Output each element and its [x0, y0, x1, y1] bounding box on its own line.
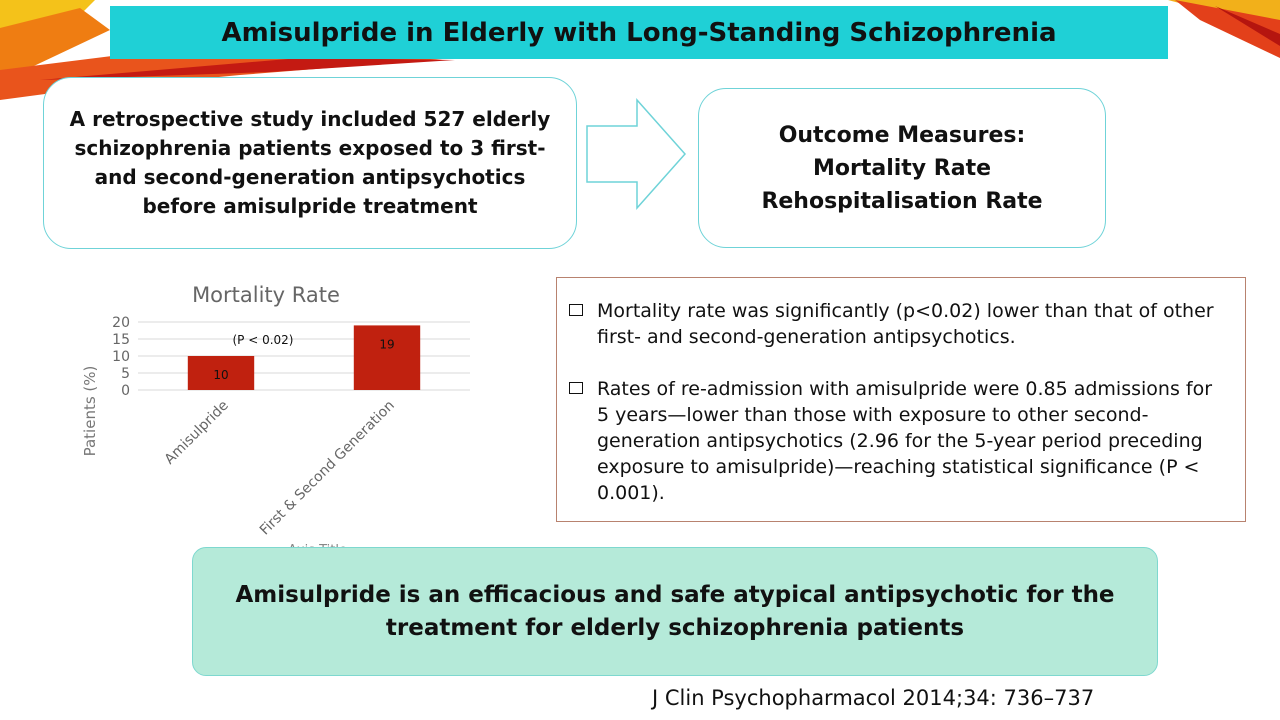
- outcome-rehospitalisation: Rehospitalisation Rate: [761, 188, 1043, 214]
- y-tick-label: 5: [121, 366, 130, 382]
- citation: J Clin Psychopharmacol 2014;34: 736–737: [652, 686, 1095, 710]
- y-tick-label: 0: [121, 383, 130, 399]
- bar: [354, 325, 420, 390]
- bar-data-label: 19: [379, 337, 395, 352]
- y-tick-label: 15: [112, 332, 130, 348]
- chart-annotation: (P < 0.02): [232, 333, 294, 347]
- chart-title: Mortality Rate: [192, 283, 340, 307]
- finding-text: Mortality rate was significantly (p<0.02) lower than that of other first- and second-generation antipsychotics.: [597, 300, 1214, 348]
- findings-box: [556, 277, 1246, 522]
- finding-text: Rates of re-admission with amisulpride were 0.85 admissions for 5 years—lower than those with exposure to other second-generation antipsychotics (2.96 for the 5-year period preceding exposure to amisulpride)—reaching statistical significance (P < 0.001).: [597, 378, 1213, 504]
- x-category-label: First & Second Generation: [256, 397, 398, 539]
- checkbox-bullet-icon: [569, 304, 583, 316]
- right-arrow-icon: [585, 98, 689, 210]
- outcome-mortality: Mortality Rate: [812, 155, 992, 181]
- study-line-3: and second-generation antipsychotics: [94, 165, 526, 189]
- finding-item: [569, 376, 1221, 506]
- slide-title: Amisulpride in Elderly with Long-Standing Schizophrenia: [221, 17, 1057, 48]
- conclusion-line-2: treatment for elderly schizophrenia patients: [385, 614, 965, 641]
- checkbox-bullet-icon: [569, 382, 583, 394]
- study-line-4: before amisulpride treatment: [142, 194, 478, 218]
- study-description-box: [43, 77, 577, 249]
- title-bar: [110, 6, 1168, 59]
- conclusion-line-1: Amisulpride is an efficacious and safe atypical antipsychotic for the: [235, 581, 1115, 608]
- mortality-rate-chart: [70, 276, 490, 546]
- outcome-measures-box: [698, 88, 1106, 248]
- y-axis-label: Patients (%): [81, 365, 99, 457]
- finding-item: [569, 298, 1221, 350]
- outcome-heading: Outcome Measures:: [778, 122, 1026, 148]
- bar-data-label: 10: [213, 368, 229, 382]
- x-category-label: Amisulpride: [161, 397, 232, 468]
- study-line-1: A retrospective study included 527 elderly: [69, 107, 551, 131]
- y-tick-label: 20: [112, 315, 130, 331]
- y-tick-label: 10: [112, 349, 130, 365]
- study-line-2: schizophrenia patients exposed to 3 first-: [74, 136, 546, 160]
- conclusion-box: [192, 547, 1158, 676]
